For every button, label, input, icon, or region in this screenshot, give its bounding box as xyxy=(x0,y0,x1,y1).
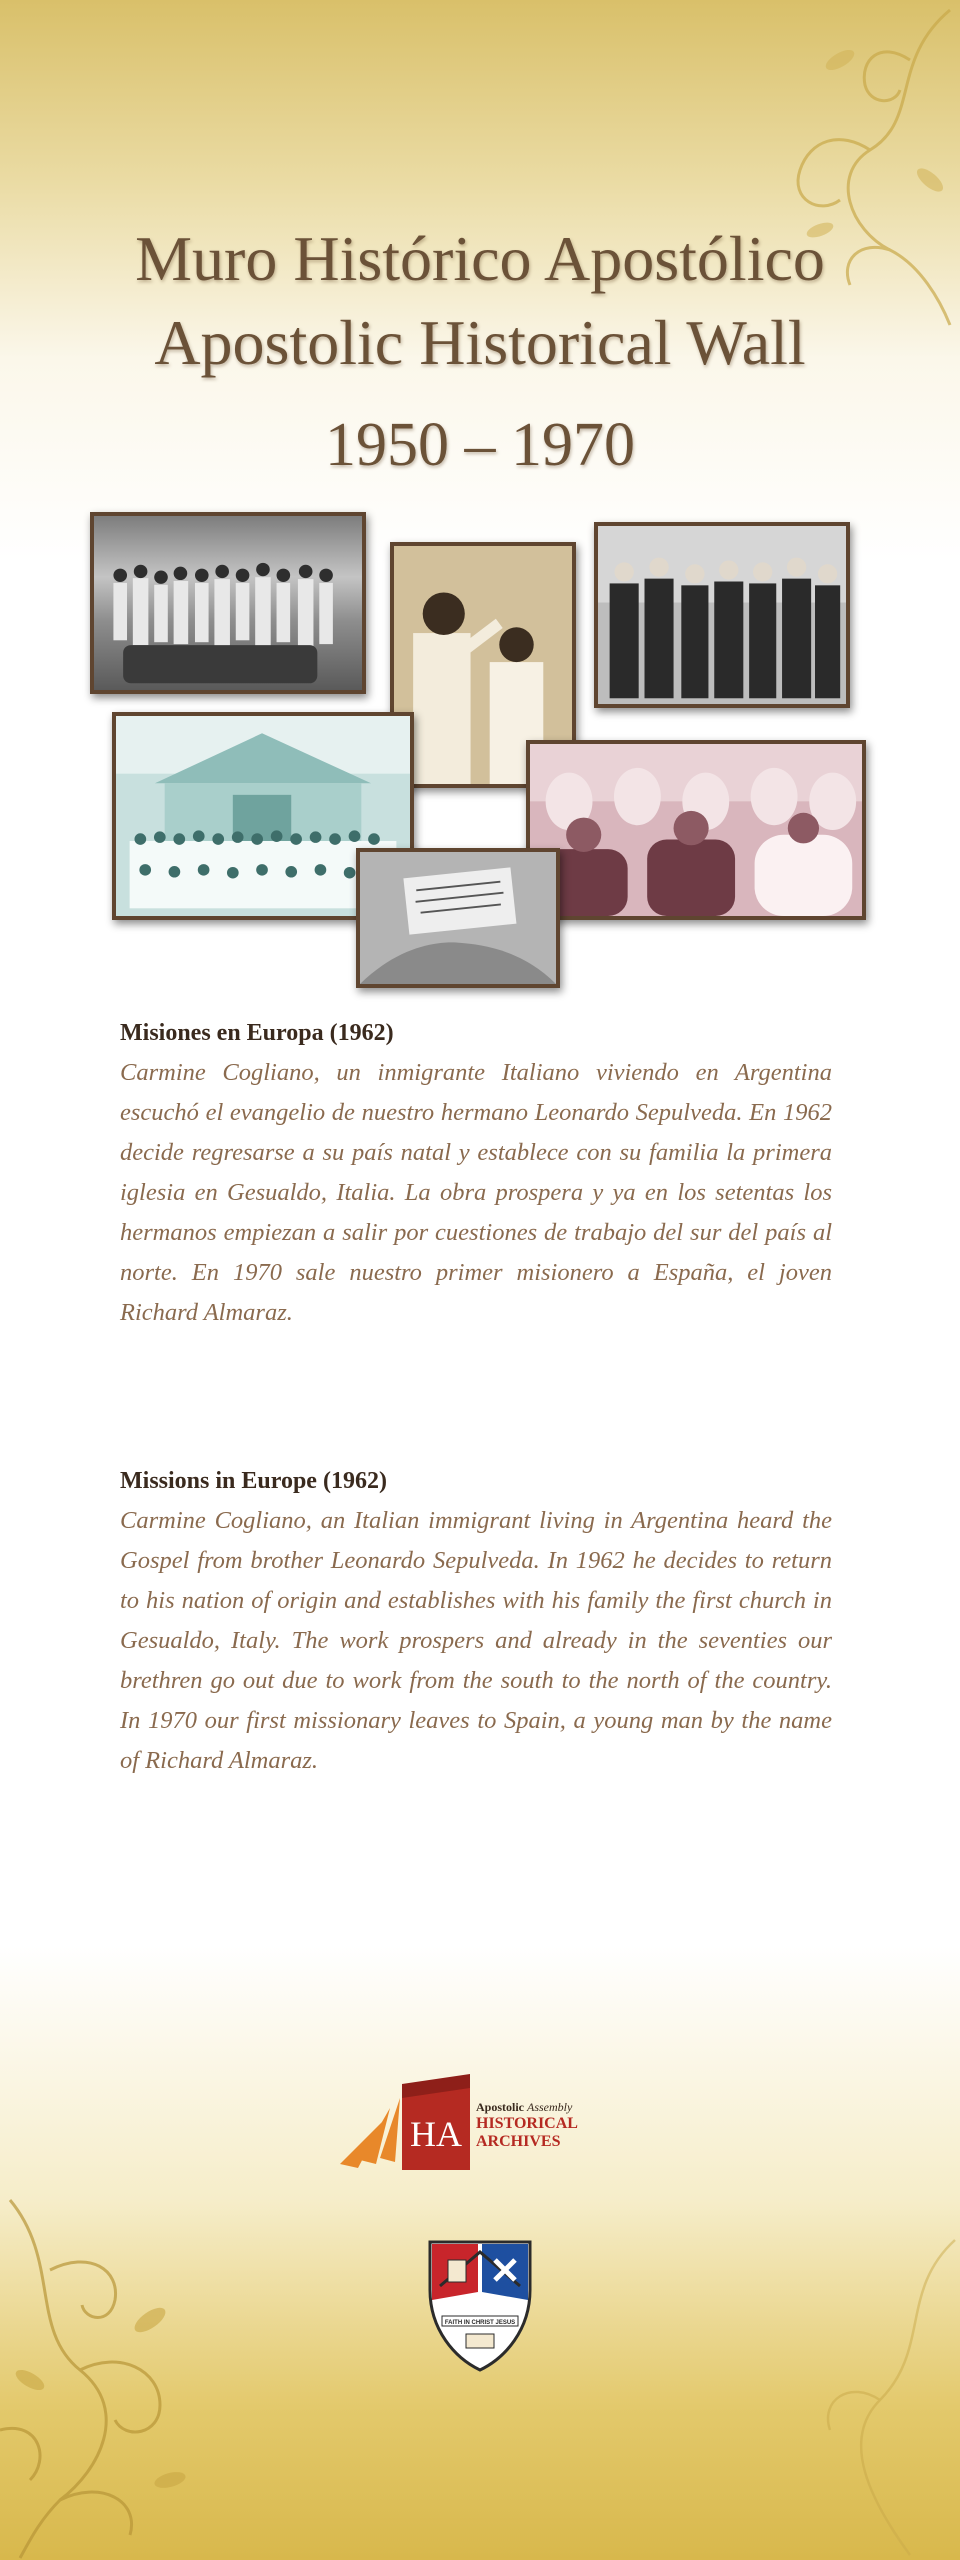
photo-congregation-women xyxy=(526,740,866,920)
section-english-title: Missions in Europe (1962) xyxy=(120,1468,387,1494)
title-spanish: Muro Histórico Apostólico xyxy=(135,223,825,294)
logo-assembly: Assembly xyxy=(527,2100,573,2114)
apostolic-assembly-shield-emblem xyxy=(420,2230,540,2375)
bottom-left-vine-ornament xyxy=(0,2180,300,2560)
photo-commemorative-plaque xyxy=(356,848,560,988)
section-spanish-body: Carmine Cogliano, un inmigrante Italiano viviendo en Argentina escuchó el evangelio de nuestro hermano Leonardo Sepulveda. En 1962 decide regresarse a su país natal y establece con su familia la primera iglesia en Gesualdo, Italia. La obra prospera y ya en los setentas los hermanos empiezan a salir por cuestiones de trabajo del sur del país al norte. En 1970 sale nuestro primer misionero a España, el joven Richard Almaraz. xyxy=(120,1059,832,1326)
bottom-right-vine-ornament xyxy=(700,2200,960,2560)
section-spanish xyxy=(120,1020,832,1333)
title-english: Apostolic Historical Wall xyxy=(154,307,806,378)
logo-ha-letters: HA xyxy=(410,2114,462,2154)
historical-archives-logo-text xyxy=(476,2100,578,2151)
logo-archives: ARCHIVES xyxy=(476,2133,561,2150)
section-english xyxy=(120,1468,832,1781)
year-range: 1950 – 1970 xyxy=(325,411,635,479)
logo-historical: HISTORICAL xyxy=(476,2115,578,2132)
shield-motto: FAITH IN CHRIST JESUS xyxy=(444,2320,516,2326)
section-spanish-title: Misiones en Europa (1962) xyxy=(120,1020,394,1046)
photo-group-by-lake xyxy=(90,512,366,694)
section-english-body: Carmine Cogliano, an Italian immigrant living in Argentina heard the Gospel from brother Leonardo Sepulveda. In 1962 he decides to return to his nation of origin and establishes with his family the first church in Gesualdo, Italy. The work prospers and already in the seventies our brethren go out due to work from the south to the north of the country. In 1970 our first missionary leaves to Spain, a young man by the name of Richard Almaraz. xyxy=(120,1507,832,1774)
logo-apostolic: Apostolic xyxy=(476,2100,524,2114)
photo-men-in-suits xyxy=(594,522,850,708)
